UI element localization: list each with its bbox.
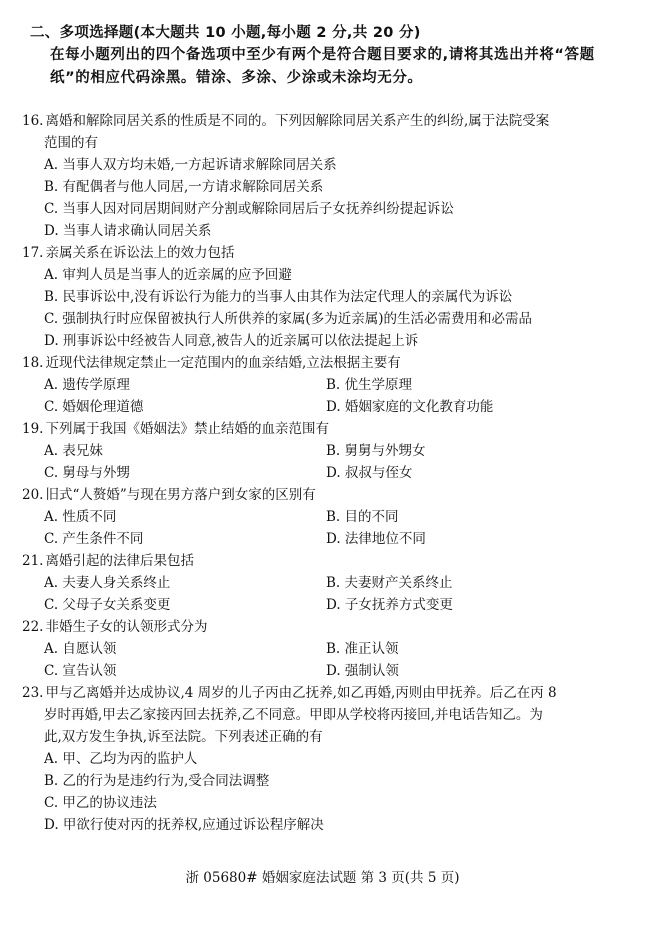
option-b: B. 准正认领: [326, 641, 399, 657]
option-a: A. 夫妻人身关系终止: [44, 575, 171, 591]
option-a: A. 审判人员是当事人的近亲属的应予回避: [44, 267, 292, 283]
question-stem: 甲与乙离婚并达成协议,4 周岁的儿子丙由乙抚养,如乙再婚,丙则由甲抚养。后乙在丙 8: [45, 685, 557, 701]
question-stem: 下列属于我国《婚姻法》禁止结婚的血亲范围有: [45, 421, 329, 437]
option-c: C. 舅母与外甥: [44, 465, 130, 481]
question-number: 17.: [22, 245, 44, 261]
option-c: C. 甲乙的协议违法: [44, 795, 157, 811]
question-stem: 离婚和解除同居关系的性质是不同的。下列因解除同居关系产生的纠纷,属于法院受案: [45, 113, 550, 129]
section-header: [30, 22, 620, 90]
option-d: D. 婚姻家庭的文化教育功能: [326, 399, 494, 415]
option-c: C. 婚姻伦理道德: [44, 399, 144, 415]
question-number: 18.: [22, 355, 44, 371]
question-17: [22, 242, 622, 352]
option-b: B. 优生学原理: [326, 377, 413, 393]
option-c: C. 产生条件不同: [44, 531, 144, 547]
question-22: [22, 616, 622, 682]
option-d: D. 子女抚养方式变更: [326, 597, 453, 613]
option-c: C. 父母子女关系变更: [44, 597, 171, 613]
option-c: C. 强制执行时应保留被执行人所供养的家属(多为近亲属)的生活必需费用和必需品: [44, 311, 532, 327]
option-b: B. 乙的行为是违约行为,受合同法调整: [44, 773, 270, 789]
question-list: [22, 110, 622, 836]
option-d: D. 法律地位不同: [326, 531, 426, 547]
question-20: [22, 484, 622, 550]
option-b: B. 夫妻财产关系终止: [326, 575, 453, 591]
option-b: B. 民事诉讼中,没有诉讼行为能力的当事人由其作为法定代理人的亲属代为诉讼: [44, 289, 513, 305]
question-stem-cont: 岁时再婚,甲去乙家接丙回去抚养,乙不同意。甲即从学校将丙接回,并电话告知乙。为: [44, 707, 543, 723]
question-stem: 旧式“人赘婚”与现在男方落户到女家的区别有: [45, 487, 316, 503]
question-21: [22, 550, 622, 616]
option-b: B. 目的不同: [326, 509, 399, 525]
option-a: A. 自愿认领: [44, 641, 117, 657]
option-a: A. 当事人双方均未婚,一方起诉请求解除同居关系: [44, 157, 337, 173]
option-d: D. 强制认领: [326, 663, 399, 679]
option-d: D. 甲欲行使对丙的抚养权,应通过诉讼程序解决: [44, 817, 324, 833]
question-19: [22, 418, 622, 484]
question-stem-cont: 范围的有: [44, 135, 98, 151]
question-23: [22, 682, 622, 836]
option-a: A. 表兄妹: [44, 443, 103, 459]
section-title: 二、多项选择题(本大题共 10 小题,每小题 2 分,共 20 分): [30, 25, 421, 41]
page-footer: 浙 05680# 婚姻家庭法试题 第 3 页(共 5 页): [185, 870, 460, 886]
question-number: 22.: [22, 619, 44, 635]
option-c: C. 当事人因对同居期间财产分割或解除同居后子女抚养纠纷提起诉讼: [44, 201, 454, 217]
section-instruction-cont: 纸”的相应代码涂黑。错涂、多涂、少涂或未涂均无分。: [50, 70, 423, 86]
question-18: [22, 352, 622, 418]
question-stem: 离婚引起的法律后果包括: [45, 553, 194, 569]
option-d: D. 叔叔与侄女: [326, 465, 413, 481]
question-number: 20.: [22, 487, 44, 503]
option-a: A. 遗传学原理: [44, 377, 130, 393]
option-d: D. 当事人请求确认同居关系: [44, 223, 212, 239]
option-b: B. 舅舅与外甥女: [326, 443, 426, 459]
option-d: D. 刑事诉讼中经被告人同意,被告人的近亲属可以依法提起上诉: [44, 333, 419, 349]
question-stem-cont: 此,双方发生争执,诉至法院。下列表述正确的有: [44, 729, 323, 745]
question-stem: 非婚生子女的认领形式分为: [45, 619, 208, 635]
option-a: A. 甲、乙均为丙的监护人: [44, 751, 198, 767]
question-number: 23.: [22, 685, 44, 701]
question-16: [22, 110, 622, 242]
question-stem: 近现代法律规定禁止一定范围内的血亲结婚,立法根据主要有: [45, 355, 401, 371]
option-b: B. 有配偶者与他人同居,一方请求解除同居关系: [44, 179, 324, 195]
question-number: 16.: [22, 113, 44, 129]
question-number: 21.: [22, 553, 44, 569]
option-a: A. 性质不同: [44, 509, 117, 525]
option-c: C. 宣告认领: [44, 663, 117, 679]
question-stem: 亲属关系在诉讼法上的效力包括: [45, 245, 235, 261]
section-instruction: 在每小题列出的四个备选项中至少有两个是符合题目要求的,请将其选出并将“答题: [50, 47, 595, 63]
question-number: 19.: [22, 421, 44, 437]
